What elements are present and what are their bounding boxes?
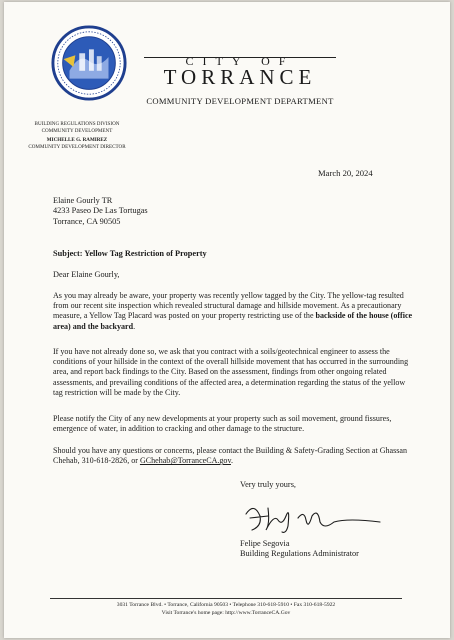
closing: Very truly yours, bbox=[240, 480, 296, 489]
paragraph-4: Should you have any questions or concerns, please contact the Building & Safety-Grading Section at Ghassan Chehab, 310-618-2826, or GChehab@TorranceCA.gov. bbox=[53, 446, 407, 466]
director-name: MICHELLE G. RAMIREZ bbox=[46, 137, 108, 144]
footer-address: 3031 Torrance Blvd. • Torrance, California 90503 • Telephone 310-618-5910 • Fax 310-618-5922 bbox=[116, 602, 336, 608]
footer-website: Visit Torrance's home page: http://www.TorranceCA.Gov bbox=[161, 610, 291, 616]
header-divider bbox=[144, 57, 336, 58]
recipient-name: Elaine Gourly TR bbox=[53, 196, 113, 205]
paragraph-2: If you have not already done so, we ask that you contract with a soils/geotechnical engineer to assess the conditions of your hillside in the context of the overall hillside movement that has occurred in the surrounding area, and report back findings to the City. Based on the assessment, findings from other ongoing related assessments, and prevailing conditions of the affected area, a determination regarding the status of the yellow tag restriction will be made by the City. bbox=[53, 347, 409, 397]
footer-divider bbox=[50, 598, 402, 599]
department-name: COMMUNITY DEVELOPMENT bbox=[41, 127, 113, 134]
division-name: BUILDING REGULATIONS DIVISION bbox=[34, 121, 120, 127]
contact-email-link[interactable]: GChehab@TorranceCA.gov bbox=[139, 456, 231, 466]
recipient-city: Torrance, CA 90505 bbox=[53, 216, 121, 226]
greeting: Dear Elaine Gourly, bbox=[53, 270, 120, 279]
signer-block bbox=[240, 539, 359, 559]
signature-image bbox=[238, 496, 388, 536]
department-heading: COMMUNITY DEVELOPMENT DEPARTMENT bbox=[146, 96, 334, 106]
recipient-street: 4233 Paseo De Las Tortugas bbox=[53, 206, 148, 216]
city-of-heading: CITY OF bbox=[185, 54, 295, 68]
letter-page bbox=[4, 2, 450, 638]
director-title: COMMUNITY DEVELOPMENT DIRECTOR bbox=[28, 143, 126, 150]
restricted-area: backside of the house (office area) and the backyard bbox=[53, 311, 413, 331]
signer-title: Building Regulations Administrator bbox=[240, 549, 359, 558]
sidebar-info bbox=[18, 121, 136, 150]
paragraph-3: Please notify the City of any new developments at your property such as soil movement, ground fissures, emergence of water, in addition to cracking and other damage to the structure. bbox=[53, 414, 392, 434]
subject-line: Subject: Yellow Tag Restriction of Property bbox=[53, 249, 207, 258]
letter-date: March 20, 2024 bbox=[318, 168, 373, 178]
recipient-address bbox=[53, 196, 148, 227]
signer-name: Felipe Segovia bbox=[240, 539, 290, 548]
city-seal-icon bbox=[50, 24, 128, 102]
footer bbox=[50, 601, 402, 617]
city-name-heading: TORRANCE bbox=[163, 65, 317, 89]
paragraph-1: As you may already be aware, your property was recently yellow tagged by the City. The yellow-tag resulted from our recent site inspection which revealed structural damage and hillside movement. As a precautionary measure, a Yellow Tag Placard was posted on your property restricting use of the backside of the house (office area) and the backyard. bbox=[53, 291, 413, 331]
